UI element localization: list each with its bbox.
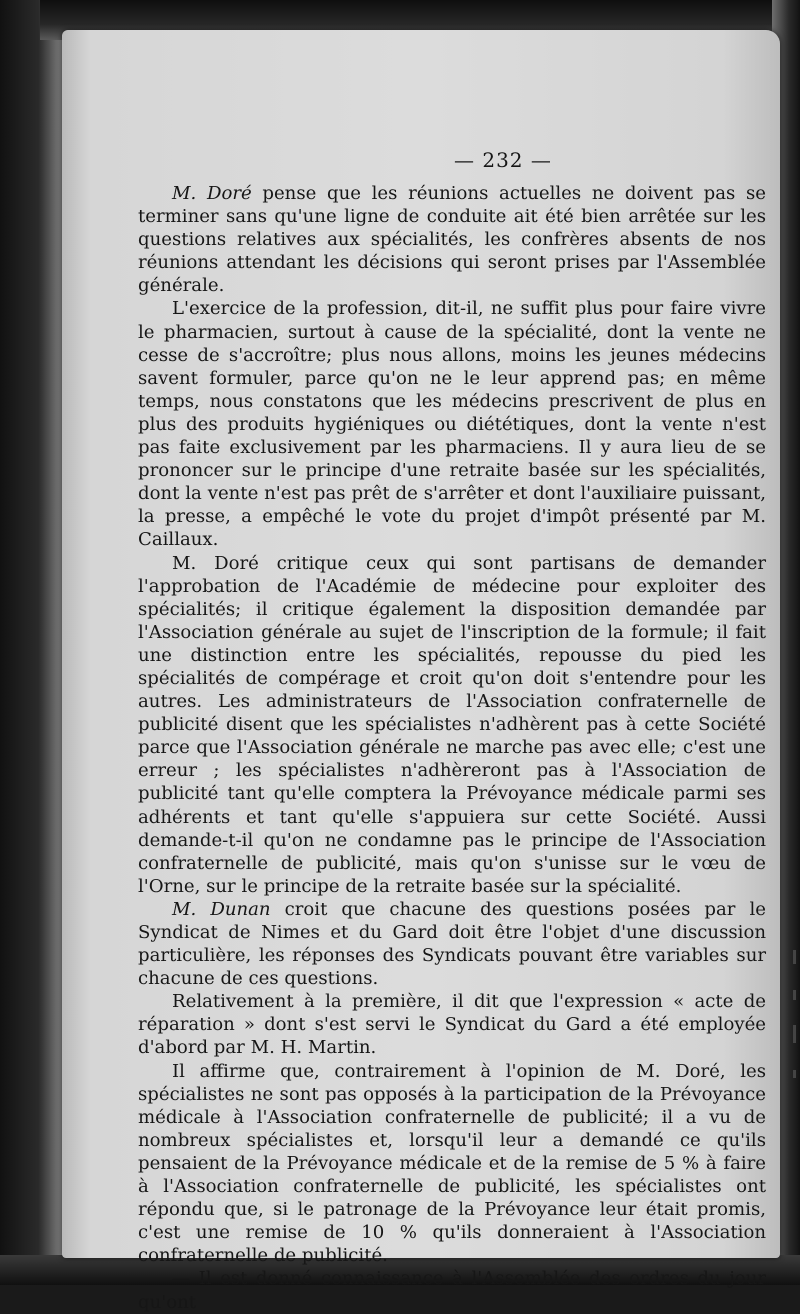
paragraph-5 — [138, 990, 766, 1059]
paragraph-1 — [138, 182, 766, 297]
scan-border-left — [0, 0, 70, 1285]
paragraph-3 — [138, 552, 766, 898]
speaker-name: M. Doré — [172, 183, 252, 204]
paragraph-text: L'exercice de la profession, dit-il, ne suffit plus pour faire vivre le pharmacien, surtout à cause de la spécialité, dont la vente ne cesse de s'accroître; plus nous allons, moins les jeunes médecins savent formuler, parce qu'on ne le leur apprend pas; en même temps, nous constatons que les médecins prescrivent de plus en plus des produits hygiéniques ou diététiques, dont la vente n'est pas faite exclusivement par les pharmaciens. Il y aura lieu de se prononcer sur le principe d'une retraite basée sur les spécialités, dont la vente n'est pas prêt de s'arrêter et dont l'auxiliaire puissant, la presse, a empêché le vote du projet d'impôt présenté par M. Caillaux. — [138, 298, 766, 551]
paragraph-text: — Il est donné connaissance à l'Assemblée des ordres du jour qu'ont — [138, 1268, 766, 1313]
paragraph-text: M. Doré critique ceux qui sont partisans de demander l'approbation de l'Académie de médecine pour exploiter des spécialités; il critique également la disposition demandée par l'Association générale au sujet de l'inscription de la formule; il fait une distinction entre les spécialités, repousse du pied les spécialités de compérage et croit qu'on doit s'entendre pour les autres. Les administrateurs de l'Association confraternelle de publicité disent que les spécialistes n'adhèrent pas à cette Société parce que l'Association générale ne marche pas avec elle; c'est une erreur ; les spécialistes n'adhèreront pas à l'Association de publicité tant qu'elle comptera la Prévoyance médicale parmi ses adhérents et tant qu'elle s'appuiera sur cette Société. Aussi demande-t-il qu'on ne condamne pas le principe de l'Association confraternelle de publicité, mais qu'on s'unisse sur le vœu de l'Orne, sur le principe de la retraite basée sur la spécialité. — [138, 552, 766, 897]
paragraph-text: pense que les réunions actuelles ne doivent pas se terminer sans qu'une ligne de conduite ait été bien arrêtée sur les questions relatives aux spécialités, les confrères absents de nos réunions attendant les décisions qui seront prises par l'Assemblée générale. — [138, 183, 766, 297]
page-number: — 232 — — [454, 148, 552, 172]
page-edge-marks — [790, 930, 796, 1080]
paragraph-4 — [138, 898, 766, 990]
speaker-name: M. Dunan — [172, 898, 271, 920]
body-text — [138, 182, 766, 1314]
paragraph-2 — [138, 297, 766, 551]
paragraph-text: Relativement à la première, il dit que l'expression « acte de réparation » dont s'est servi le Syndicat du Gard a été employée d'abord par M. H. Martin. — [138, 991, 766, 1059]
paragraph-7 — [138, 1267, 766, 1313]
paragraph-6 — [138, 1060, 766, 1268]
paragraph-text: Il affirme que, contrairement à l'opinion de M. Doré, les spécialistes ne sont pas opposés à la participation de la Prévoyance médicale à l'Association confraternelle de publicité; il a vu de nombreux spécialistes et, lorsqu'il leur a demandé ce qu'ils pensaient de la Prévoyance médicale et de la remise de 5 % à faire à l'Association confraternelle de publicité, les spécialistes ont répondu que, si le patronage de la Prévoyance leur était promis, c'est une remise de 10 % qu'ils donneraient à l'Association confraternelle de publicité. — [138, 1060, 766, 1267]
paragraph-text: croit que chacune des questions posées par le Syndicat de Nimes et du Gard doit être l'objet d'une discussion particulière, les réponses des Syndicats pouvant être variables sur chacune de ces questions. — [138, 898, 766, 990]
